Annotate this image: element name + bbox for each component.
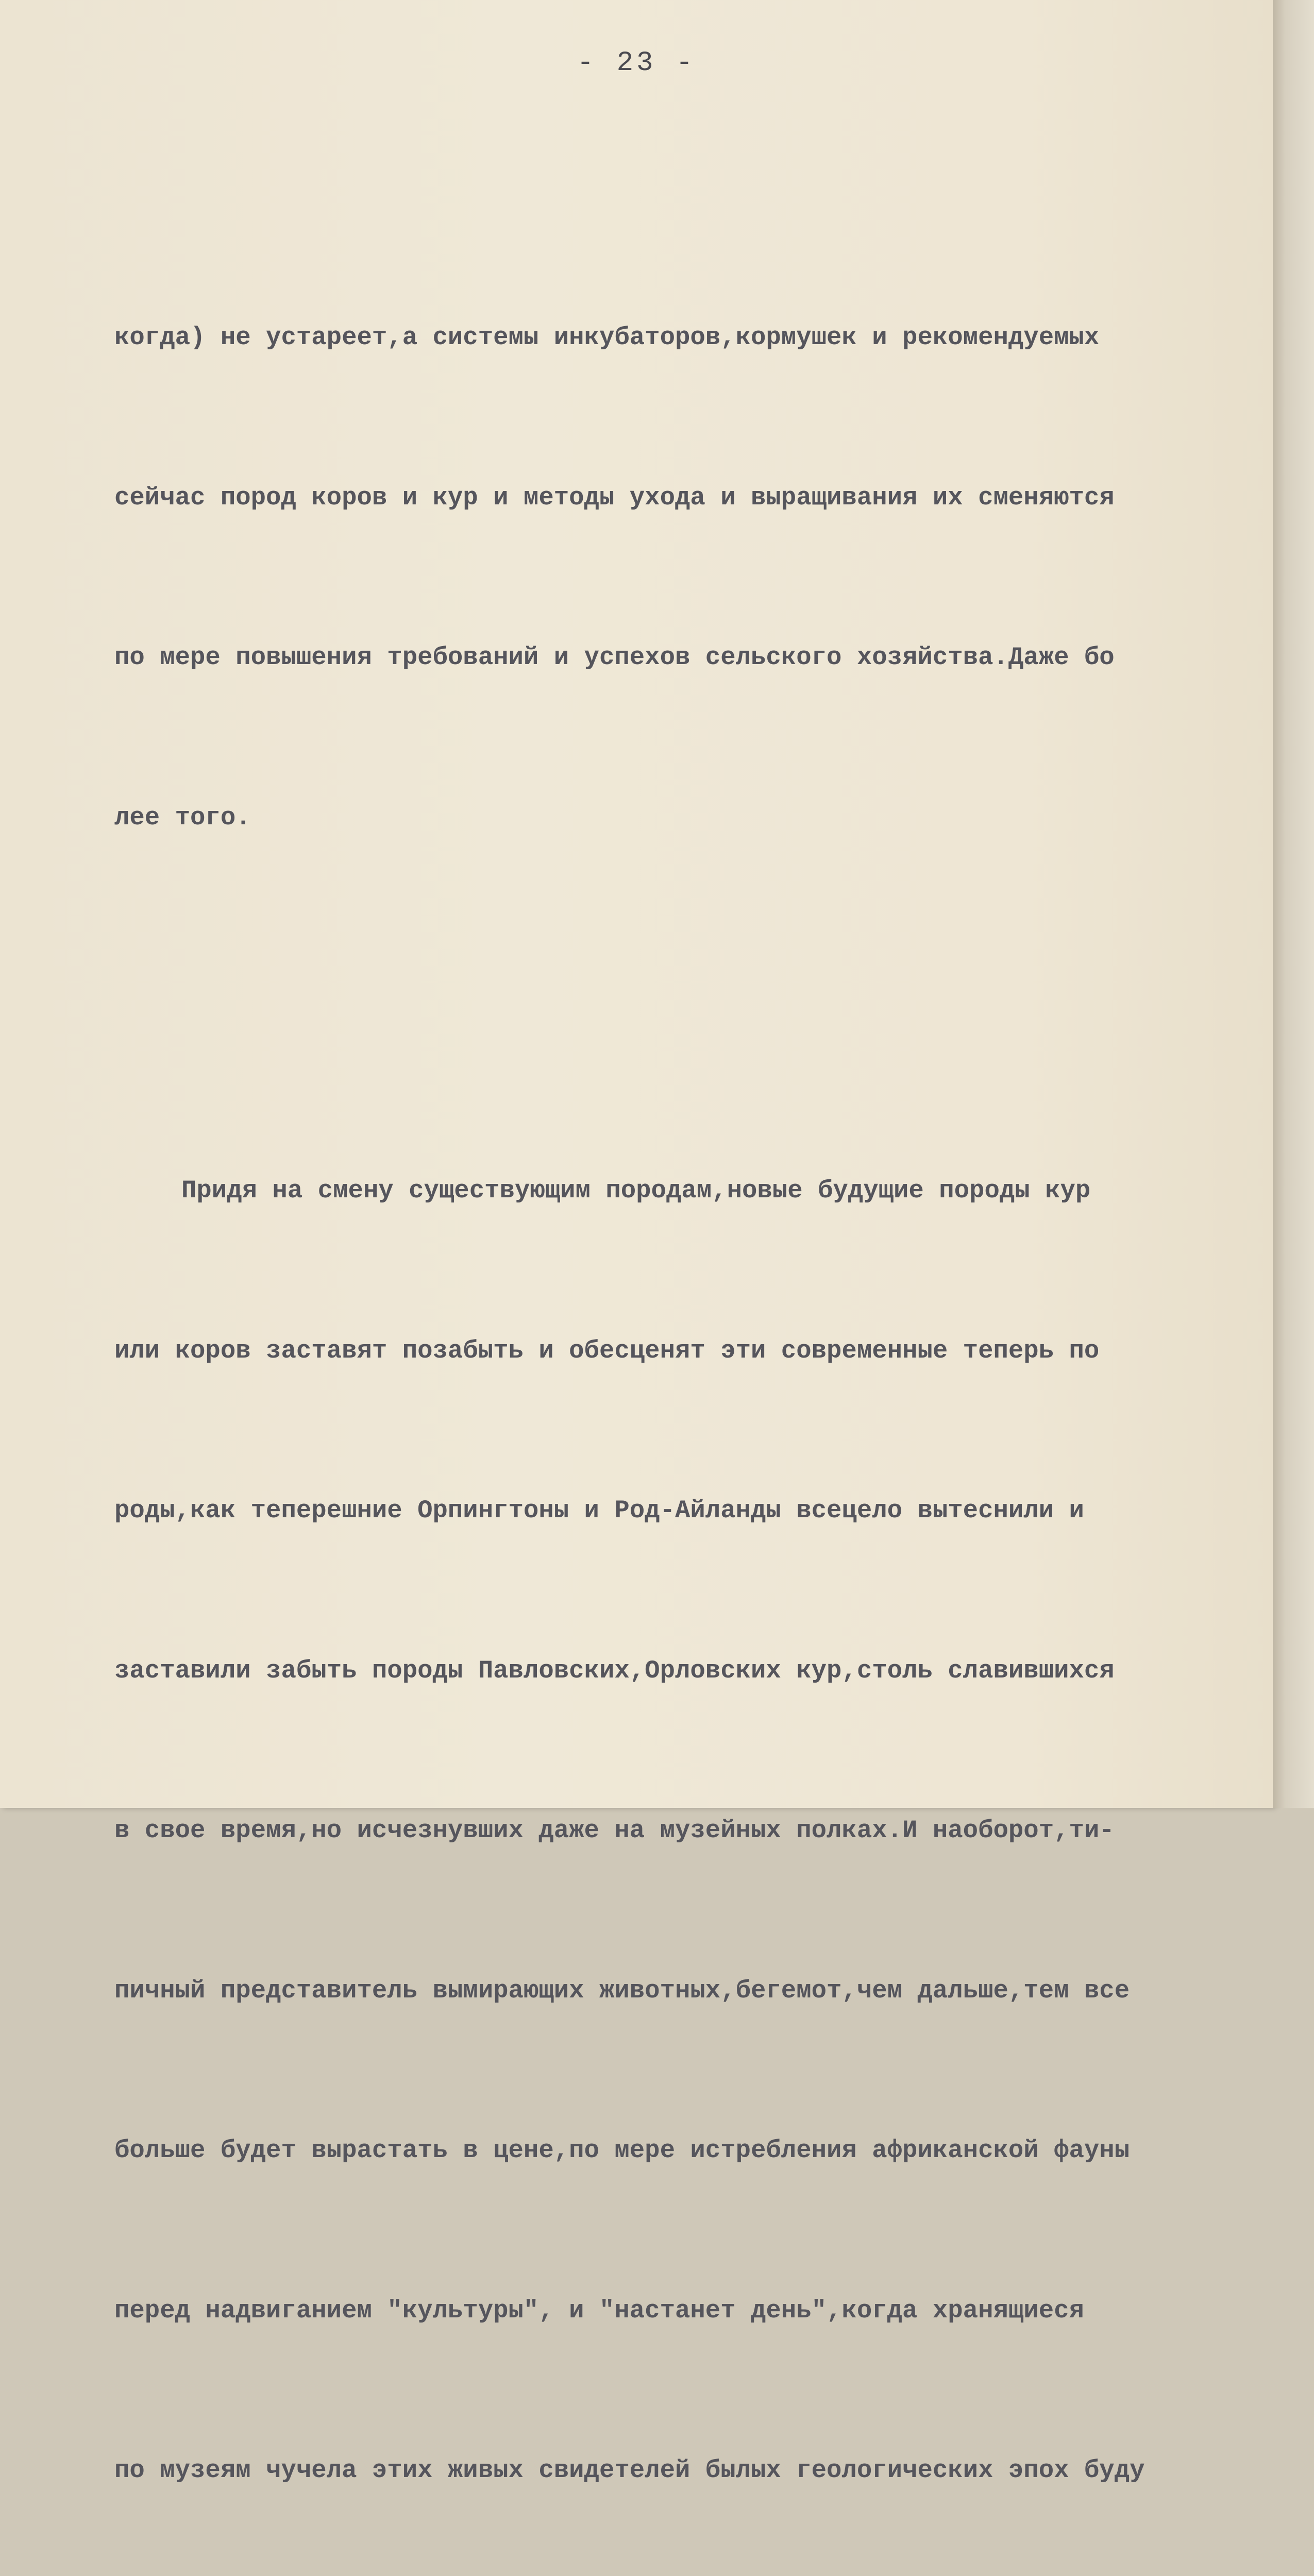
- text-line: сейчас пород коров и кур и методы ухода и выращивания их сменяются: [114, 483, 1115, 512]
- text-line: по мере повышения требований и успехов сельского хозяйства.Даже бо: [114, 643, 1115, 672]
- paragraph-1: [114, 205, 1282, 951]
- text-line: больше будет вырастать в цене,по мере истребления африканской фауны: [114, 2136, 1130, 2165]
- text-line: или коров заставят позабыть и обесценят эти современные теперь по: [114, 1336, 1100, 1365]
- text-line: когда) не устареет,а системы инкубаторов,кормушек и рекомендуемых: [114, 323, 1100, 352]
- text-line: Придя на смену существующим породам,новые будущие породы кур: [181, 1176, 1091, 1205]
- text-line: лее того.: [114, 803, 251, 832]
- text-line: заставили забыть породы Павловских,Орловских кур,столь славившихся: [114, 1656, 1115, 1685]
- text-line: роды,как теперешние Орпингтоны и Род-Айланды всецело вытеснили и: [114, 1496, 1084, 1525]
- text-line: в свое время,но исчезнувших даже на музейных полках.И наоборот,ти-: [114, 1816, 1115, 1845]
- text-line: пичный представитель вымирающих животных,бегемот,чем дальше,тем все: [114, 1976, 1130, 2005]
- paragraph-2: [114, 1058, 1282, 2576]
- text-line: по музеям чучела этих живых свидетелей былых геологических эпох буду: [114, 2456, 1145, 2485]
- document-body: [114, 98, 1282, 2576]
- page-number: - 23 -: [577, 47, 696, 79]
- page-edge: [1273, 0, 1314, 1808]
- text-line: перед надвиганием "культуры", и "настанет день",когда хранящиеся: [114, 2296, 1084, 2325]
